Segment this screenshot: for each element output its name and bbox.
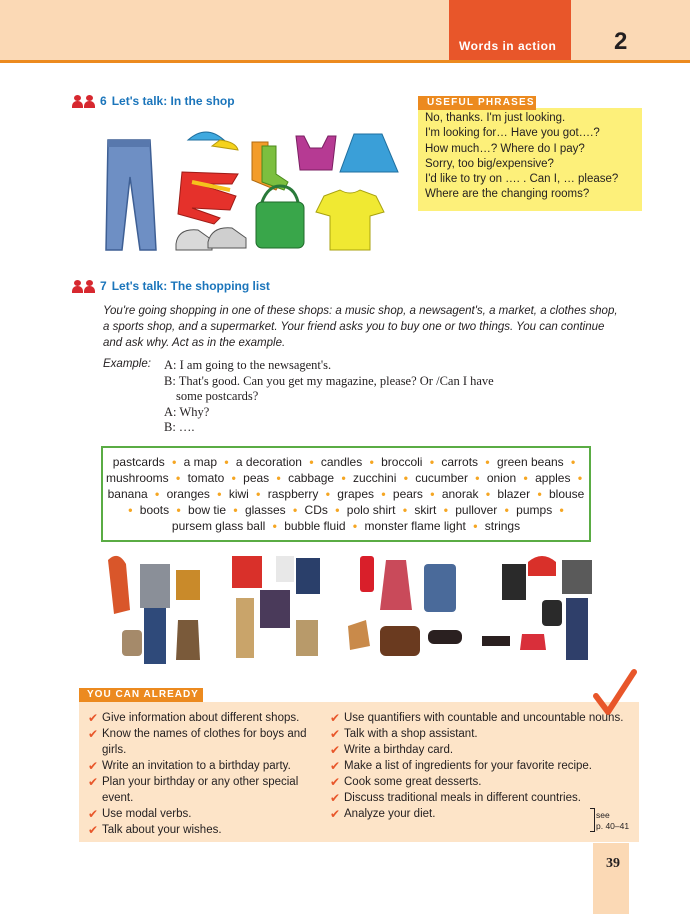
word-separator: •: [217, 487, 222, 501]
word-item: bow tie: [188, 503, 227, 517]
word-item: blazer: [497, 487, 531, 501]
word-separator: •: [341, 471, 346, 485]
word-separator: •: [475, 471, 480, 485]
dialog-line: B: ….: [164, 420, 195, 434]
section-7-heading: Let's talk: The shopping list: [111, 279, 270, 293]
word-item: tomato: [187, 471, 225, 485]
phrase-item: How much…? Where do I pay?: [425, 142, 585, 155]
word-separator: •: [233, 503, 238, 517]
skill-item: ✔ Write an invitation to a birthday party.: [88, 758, 328, 774]
word-item: oranges: [166, 487, 210, 501]
see-pages: p. 40–41: [596, 821, 630, 831]
skill-item: ✔ Discuss traditional meals in different countries.: [330, 790, 625, 806]
word-separator: •: [176, 503, 181, 517]
word-separator: •: [430, 487, 435, 501]
useful-phrases-label: USEFUL PHRASES: [418, 96, 536, 110]
jeans-image: [106, 140, 156, 250]
unit-number: 2: [614, 28, 628, 55]
phrase-item: Where are the changing rooms?: [425, 188, 590, 201]
word-list: [104, 454, 588, 534]
pair-work-icon: [72, 280, 95, 293]
word-item: pears: [392, 487, 423, 501]
word-item: a decoration: [235, 455, 302, 469]
word-item: green beans: [496, 455, 564, 469]
word-separator: •: [352, 519, 358, 533]
word-separator: •: [325, 487, 330, 501]
word-separator: •: [256, 487, 261, 501]
skill-item: ✔ Use quantifiers with countable and uncountable nouns.: [330, 710, 625, 726]
outfit-group-1: [108, 556, 200, 664]
word-item: grapes: [337, 487, 374, 501]
skill-item: ✔ Know the names of clothes for boys and girls.: [88, 726, 328, 758]
word-item: strings: [484, 519, 521, 533]
word-item: cucumber: [415, 471, 468, 485]
section-7-title: [72, 279, 270, 293]
phrase-item: Sorry, too big/expensive?: [425, 157, 554, 170]
word-separator: •: [381, 487, 386, 501]
header-section-label: Words in action: [459, 39, 557, 53]
see-label: see: [596, 810, 610, 820]
example-dialog: [164, 358, 494, 436]
useful-phrases-list: [425, 111, 618, 203]
socks-image: [252, 142, 288, 190]
word-item: mushrooms: [105, 471, 169, 485]
word-separator: •: [429, 455, 435, 469]
word-separator: •: [504, 503, 509, 517]
example-label: Example:: [103, 358, 151, 370]
outfit-photos: [104, 550, 604, 668]
section-7-number: 7: [100, 279, 107, 293]
scarf-image: [178, 172, 238, 224]
word-separator: •: [523, 471, 528, 485]
sneakers-image: [176, 228, 246, 250]
word-separator: •: [485, 487, 491, 501]
skill-item: ✔ Plan your birthday or any other special event.: [88, 774, 328, 806]
word-item: polo shirt: [346, 503, 396, 517]
word-item: a map: [183, 455, 218, 469]
outfit-group-2: [232, 556, 320, 658]
word-item: pastcards: [112, 455, 165, 469]
you-can-already-right-list: [330, 710, 625, 822]
skill-item: ✔ Cook some great desserts.: [330, 774, 625, 790]
word-item: pursem glass ball: [171, 519, 266, 533]
word-item: pumps: [516, 503, 553, 517]
skill-item: ✔ Write a birthday card.: [330, 742, 625, 758]
skill-item: ✔ Make a list of ingredients for your favorite recipe.: [330, 758, 625, 774]
word-separator: •: [402, 503, 408, 517]
word-item: monster flame light: [364, 519, 466, 533]
word-separator: •: [537, 487, 542, 501]
you-can-already-left-list: [88, 710, 328, 838]
dialog-line: A: I am going to the newsagent's.: [164, 358, 332, 372]
word-item: candles: [320, 455, 363, 469]
cap-image: [188, 132, 238, 150]
header-rule: [0, 60, 690, 63]
word-separator: •: [128, 503, 133, 517]
phrase-item: I'd like to try on …. . Can I, … please?: [425, 173, 619, 186]
word-item: bubble fluid: [284, 519, 346, 533]
word-separator: •: [485, 455, 490, 469]
word-separator: •: [155, 487, 160, 501]
word-item: banana: [107, 487, 148, 501]
word-item: raspberry: [267, 487, 319, 501]
word-item: CDs: [304, 503, 328, 517]
skill-item: ✔ Use modal verbs.: [88, 806, 328, 822]
see-pages-note: [596, 810, 629, 832]
word-separator: •: [577, 471, 583, 485]
see-bracket: [590, 808, 595, 832]
skill-item: ✔ Talk with a shop assistant.: [330, 726, 625, 742]
outfit-group-4: [482, 556, 592, 660]
skill-item: ✔ Give information about different shops.: [88, 710, 328, 726]
word-separator: •: [276, 471, 281, 485]
outfit-group-3: [348, 556, 462, 656]
word-separator: •: [231, 471, 236, 485]
word-item: anorak: [441, 487, 479, 501]
word-item: zucchini: [353, 471, 397, 485]
phrase-item: No, thanks. I'm just looking.: [425, 112, 566, 124]
word-item: onion: [486, 471, 517, 485]
header-band: [0, 0, 690, 60]
word-item: kiwi: [228, 487, 249, 501]
phrase-item: I'm looking for… Have you got….?: [425, 127, 600, 140]
word-item: broccoli: [381, 455, 423, 469]
word-item: cabbage: [288, 471, 335, 485]
word-separator: •: [176, 471, 181, 485]
word-separator: •: [403, 471, 408, 485]
word-item: pullover: [455, 503, 498, 517]
word-separator: •: [309, 455, 314, 469]
skill-item: ✔ Talk about your wishes.: [88, 822, 328, 838]
skirt-image: [340, 134, 398, 172]
section-7-instructions: You're going shopping in one of these shops: a music shop, a newsagent's, a market, a clothes shop, a sports shop, and a supermarket. Your friend asks you to buy one or two things. You can continue and ask why. Act as in the example.: [103, 305, 618, 349]
pair-work-icon: [72, 95, 95, 108]
word-item: skirt: [414, 503, 437, 517]
top-image: [296, 136, 336, 170]
word-separator: •: [335, 503, 340, 517]
word-item: glasses: [244, 503, 286, 517]
word-separator: •: [172, 455, 177, 469]
dialog-line: some postcards?: [176, 389, 259, 403]
word-separator: •: [272, 519, 277, 533]
word-separator: •: [473, 519, 478, 533]
section-6-title: [72, 94, 235, 108]
word-item: boots: [139, 503, 170, 517]
section-6-heading: Let's talk: In the shop: [111, 94, 235, 108]
dialog-line: B: That's good. Can you get my magazine, please? Or /Can I have: [164, 373, 494, 388]
you-can-already-label: YOU CAN ALREADY: [79, 688, 203, 702]
clothes-illustration: [100, 122, 410, 257]
word-item: peas: [243, 471, 270, 485]
word-item: apples: [535, 471, 571, 485]
handbag-image: [256, 186, 304, 248]
word-separator: •: [443, 503, 448, 517]
word-separator: •: [369, 455, 374, 469]
page-number-strip: [593, 843, 629, 914]
word-item: blouse: [548, 487, 585, 501]
word-separator: •: [292, 503, 298, 517]
dialog-line: A: Why?: [164, 404, 210, 419]
section-6-number: 6: [100, 94, 107, 108]
word-separator: •: [571, 455, 576, 469]
word-separator: •: [559, 503, 564, 517]
word-separator: •: [224, 455, 229, 469]
page-number: 39: [606, 856, 620, 871]
tshirt-image: [316, 190, 384, 250]
word-item: carrots: [441, 455, 479, 469]
skill-item: ✔ Analyze your diet.: [330, 806, 625, 822]
